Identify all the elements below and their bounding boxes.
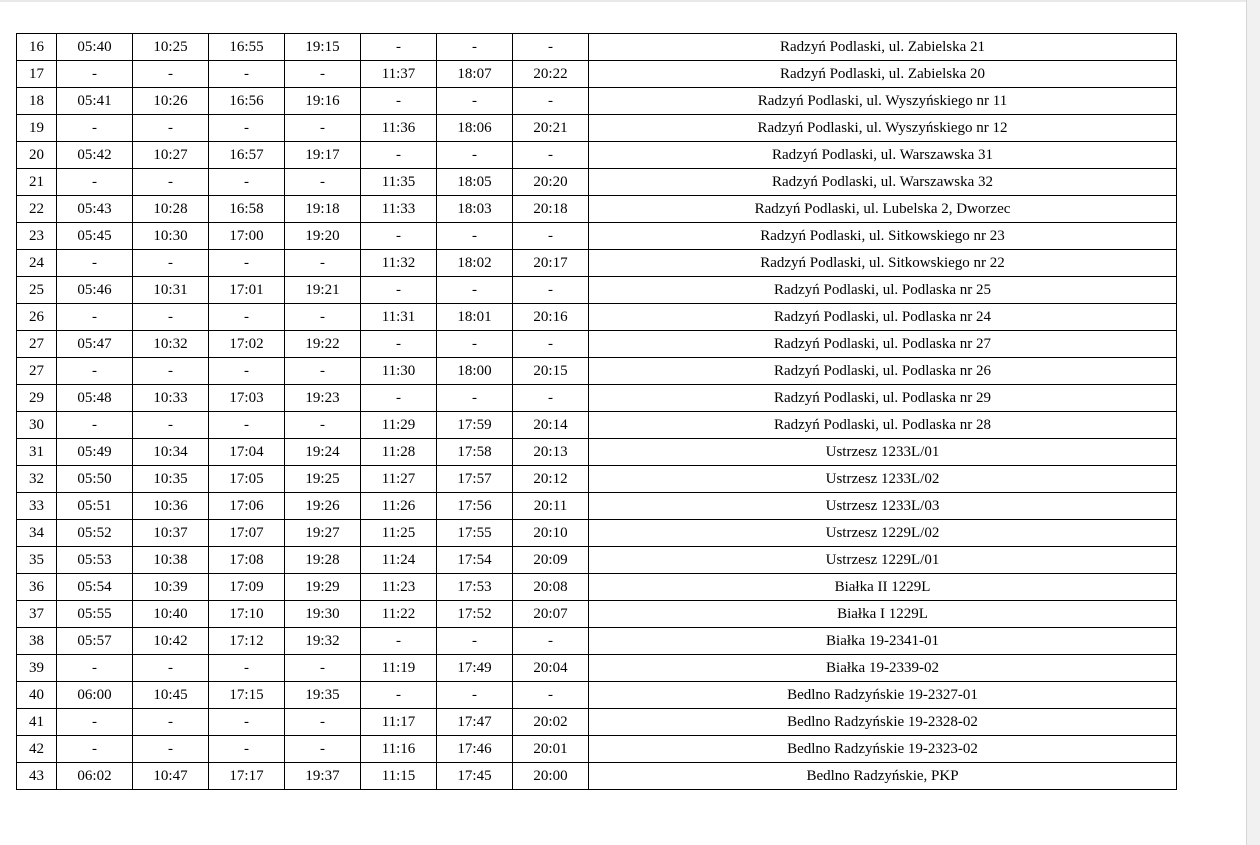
departure-time-cell: 16:56	[209, 88, 285, 115]
departure-time-cell: 17:17	[209, 763, 285, 790]
table-row	[17, 61, 1177, 88]
departure-time-cell: -	[285, 358, 361, 385]
departure-time-cell: 17:01	[209, 277, 285, 304]
stop-name-cell: Radzyń Podlaski, ul. Lubelska 2, Dworzec	[589, 196, 1177, 223]
table-row	[17, 250, 1177, 277]
table-row	[17, 574, 1177, 601]
departure-time-cell: 20:02	[513, 709, 589, 736]
table-row	[17, 385, 1177, 412]
departure-time-cell: -	[133, 709, 209, 736]
departure-time-cell: -	[361, 385, 437, 412]
scrollbar[interactable]	[1246, 0, 1260, 845]
departure-time-cell: 17:07	[209, 520, 285, 547]
departure-time-cell: 20:11	[513, 493, 589, 520]
table-row	[17, 358, 1177, 385]
departure-time-cell: 10:31	[133, 277, 209, 304]
departure-time-cell: 17:15	[209, 682, 285, 709]
stop-number-cell: 41	[17, 709, 57, 736]
departure-time-cell: -	[209, 358, 285, 385]
stop-name-cell: Białka 19-2341-01	[589, 628, 1177, 655]
table-row	[17, 520, 1177, 547]
departure-time-cell: 05:50	[57, 466, 133, 493]
departure-time-cell: -	[57, 412, 133, 439]
stop-number-cell: 27	[17, 331, 57, 358]
departure-time-cell: 19:26	[285, 493, 361, 520]
stop-name-cell: Ustrzesz 1233L/02	[589, 466, 1177, 493]
stop-name-cell: Ustrzesz 1233L/01	[589, 439, 1177, 466]
departure-time-cell: 05:55	[57, 601, 133, 628]
table-row	[17, 763, 1177, 790]
stop-name-cell: Białka 19-2339-02	[589, 655, 1177, 682]
stop-number-cell: 33	[17, 493, 57, 520]
departure-time-cell: 20:18	[513, 196, 589, 223]
departure-time-cell: 19:20	[285, 223, 361, 250]
departure-time-cell: -	[361, 34, 437, 61]
departure-time-cell: 11:29	[361, 412, 437, 439]
departure-time-cell: 17:05	[209, 466, 285, 493]
departure-time-cell: 20:16	[513, 304, 589, 331]
departure-time-cell: 10:35	[133, 466, 209, 493]
departure-time-cell: 11:15	[361, 763, 437, 790]
departure-time-cell: 19:25	[285, 466, 361, 493]
departure-time-cell: 17:12	[209, 628, 285, 655]
stop-name-cell: Radzyń Podlaski, ul. Podlaska nr 25	[589, 277, 1177, 304]
departure-time-cell: -	[437, 34, 513, 61]
departure-time-cell: -	[133, 412, 209, 439]
departure-time-cell: 10:40	[133, 601, 209, 628]
table-row	[17, 709, 1177, 736]
departure-time-cell: 20:10	[513, 520, 589, 547]
departure-time-cell: 17:49	[437, 655, 513, 682]
departure-time-cell: 19:22	[285, 331, 361, 358]
stop-number-cell: 24	[17, 250, 57, 277]
departure-time-cell: -	[133, 61, 209, 88]
departure-time-cell: -	[361, 682, 437, 709]
stop-number-cell: 16	[17, 34, 57, 61]
departure-time-cell: 10:45	[133, 682, 209, 709]
departure-time-cell: 17:09	[209, 574, 285, 601]
stop-name-cell: Ustrzesz 1229L/02	[589, 520, 1177, 547]
departure-time-cell: 18:02	[437, 250, 513, 277]
departure-time-cell: -	[361, 88, 437, 115]
departure-time-cell: 17:58	[437, 439, 513, 466]
stop-name-cell: Radzyń Podlaski, ul. Wyszyńskiego nr 11	[589, 88, 1177, 115]
stop-number-cell: 34	[17, 520, 57, 547]
departure-time-cell: 20:09	[513, 547, 589, 574]
departure-time-cell: 11:36	[361, 115, 437, 142]
departure-time-cell: 19:21	[285, 277, 361, 304]
departure-time-cell: 20:00	[513, 763, 589, 790]
departure-time-cell: -	[513, 682, 589, 709]
departure-time-cell: 11:16	[361, 736, 437, 763]
stop-name-cell: Radzyń Podlaski, ul. Podlaska nr 27	[589, 331, 1177, 358]
departure-time-cell: 20:20	[513, 169, 589, 196]
departure-time-cell: -	[285, 709, 361, 736]
departure-time-cell: 05:51	[57, 493, 133, 520]
stop-name-cell: Białka II 1229L	[589, 574, 1177, 601]
departure-time-cell: -	[437, 628, 513, 655]
departure-time-cell: 19:30	[285, 601, 361, 628]
departure-time-cell: 17:55	[437, 520, 513, 547]
departure-time-cell: 05:47	[57, 331, 133, 358]
departure-time-cell: 19:17	[285, 142, 361, 169]
departure-time-cell: 20:08	[513, 574, 589, 601]
departure-time-cell: -	[361, 277, 437, 304]
stop-name-cell: Bedlno Radzyńskie 19-2327-01	[589, 682, 1177, 709]
stop-name-cell: Białka I 1229L	[589, 601, 1177, 628]
departure-time-cell: -	[361, 142, 437, 169]
departure-time-cell: 17:08	[209, 547, 285, 574]
departure-time-cell: 11:17	[361, 709, 437, 736]
departure-time-cell: 19:23	[285, 385, 361, 412]
departure-time-cell: -	[57, 655, 133, 682]
stop-number-cell: 17	[17, 61, 57, 88]
departure-time-cell: 10:32	[133, 331, 209, 358]
departure-time-cell: 20:14	[513, 412, 589, 439]
departure-time-cell: 10:26	[133, 88, 209, 115]
departure-time-cell: 20:13	[513, 439, 589, 466]
stop-name-cell: Radzyń Podlaski, ul. Warszawska 31	[589, 142, 1177, 169]
stop-number-cell: 27	[17, 358, 57, 385]
departure-time-cell: -	[285, 655, 361, 682]
table-row	[17, 601, 1177, 628]
departure-time-cell: 05:57	[57, 628, 133, 655]
departure-time-cell: 10:38	[133, 547, 209, 574]
stop-number-cell: 35	[17, 547, 57, 574]
stop-name-cell: Radzyń Podlaski, ul. Sitkowskiego nr 23	[589, 223, 1177, 250]
departure-time-cell: 05:49	[57, 439, 133, 466]
departure-time-cell: 11:27	[361, 466, 437, 493]
departure-time-cell: 11:28	[361, 439, 437, 466]
departure-time-cell: -	[361, 223, 437, 250]
departure-time-cell: 10:39	[133, 574, 209, 601]
table-row	[17, 682, 1177, 709]
departure-time-cell: -	[285, 115, 361, 142]
departure-time-cell: 17:45	[437, 763, 513, 790]
departure-time-cell: 10:42	[133, 628, 209, 655]
departure-time-cell: 11:25	[361, 520, 437, 547]
departure-time-cell: 17:00	[209, 223, 285, 250]
departure-time-cell: -	[285, 250, 361, 277]
stop-name-cell: Radzyń Podlaski, ul. Zabielska 21	[589, 34, 1177, 61]
departure-time-cell: -	[209, 736, 285, 763]
departure-time-cell: -	[209, 304, 285, 331]
departure-time-cell: 19:24	[285, 439, 361, 466]
departure-time-cell: -	[57, 736, 133, 763]
departure-time-cell: 17:59	[437, 412, 513, 439]
departure-time-cell: 11:37	[361, 61, 437, 88]
departure-time-cell: 10:36	[133, 493, 209, 520]
departure-time-cell: 19:32	[285, 628, 361, 655]
departure-time-cell: -	[513, 331, 589, 358]
departure-time-cell: 10:34	[133, 439, 209, 466]
stop-name-cell: Bedlno Radzyńskie 19-2328-02	[589, 709, 1177, 736]
departure-time-cell: 10:27	[133, 142, 209, 169]
departure-time-cell: 05:53	[57, 547, 133, 574]
stop-number-cell: 18	[17, 88, 57, 115]
departure-time-cell: -	[209, 250, 285, 277]
departure-time-cell: 10:25	[133, 34, 209, 61]
departure-time-cell: 11:35	[361, 169, 437, 196]
table-row	[17, 142, 1177, 169]
departure-time-cell: 11:32	[361, 250, 437, 277]
table-row	[17, 628, 1177, 655]
departure-time-cell: -	[513, 142, 589, 169]
departure-time-cell: -	[209, 115, 285, 142]
stop-number-cell: 37	[17, 601, 57, 628]
departure-time-cell: 17:54	[437, 547, 513, 574]
departure-time-cell: 16:55	[209, 34, 285, 61]
table-row	[17, 736, 1177, 763]
departure-time-cell: -	[57, 250, 133, 277]
departure-time-cell: 05:48	[57, 385, 133, 412]
departure-time-cell: 19:15	[285, 34, 361, 61]
departure-time-cell: -	[437, 385, 513, 412]
departure-time-cell: -	[513, 628, 589, 655]
table-row	[17, 655, 1177, 682]
departure-time-cell: -	[57, 61, 133, 88]
departure-time-cell: 20:04	[513, 655, 589, 682]
departure-time-cell: 20:01	[513, 736, 589, 763]
departure-time-cell: -	[285, 61, 361, 88]
departure-time-cell: -	[437, 88, 513, 115]
stop-number-cell: 36	[17, 574, 57, 601]
departure-time-cell: -	[209, 412, 285, 439]
departure-time-cell: 17:46	[437, 736, 513, 763]
departure-time-cell: 18:03	[437, 196, 513, 223]
departure-time-cell: 20:17	[513, 250, 589, 277]
departure-time-cell: 17:57	[437, 466, 513, 493]
departure-time-cell: 17:53	[437, 574, 513, 601]
departure-time-cell: -	[57, 709, 133, 736]
departure-time-cell: -	[361, 628, 437, 655]
departure-time-cell: 20:12	[513, 466, 589, 493]
stop-number-cell: 38	[17, 628, 57, 655]
table-row	[17, 493, 1177, 520]
departure-time-cell: -	[133, 358, 209, 385]
stop-name-cell: Radzyń Podlaski, ul. Podlaska nr 29	[589, 385, 1177, 412]
departure-time-cell: 19:28	[285, 547, 361, 574]
departure-time-cell: 16:58	[209, 196, 285, 223]
stop-number-cell: 30	[17, 412, 57, 439]
departure-time-cell: -	[437, 223, 513, 250]
departure-time-cell: 19:29	[285, 574, 361, 601]
stop-name-cell: Radzyń Podlaski, ul. Podlaska nr 24	[589, 304, 1177, 331]
departure-time-cell: 17:04	[209, 439, 285, 466]
departure-time-cell: 17:47	[437, 709, 513, 736]
stop-name-cell: Bedlno Radzyńskie, PKP	[589, 763, 1177, 790]
departure-time-cell: -	[133, 736, 209, 763]
departure-time-cell: 05:43	[57, 196, 133, 223]
departure-time-cell: 16:57	[209, 142, 285, 169]
stop-name-cell: Radzyń Podlaski, ul. Podlaska nr 26	[589, 358, 1177, 385]
departure-time-cell: 19:35	[285, 682, 361, 709]
table-row	[17, 115, 1177, 142]
departure-time-cell: -	[513, 223, 589, 250]
table-row	[17, 223, 1177, 250]
stop-number-cell: 19	[17, 115, 57, 142]
departure-time-cell: 11:22	[361, 601, 437, 628]
departure-time-cell: -	[285, 412, 361, 439]
stop-number-cell: 21	[17, 169, 57, 196]
departure-time-cell: -	[361, 331, 437, 358]
departure-time-cell: -	[57, 115, 133, 142]
departure-time-cell: 17:03	[209, 385, 285, 412]
stop-name-cell: Radzyń Podlaski, ul. Warszawska 32	[589, 169, 1177, 196]
departure-time-cell: 05:52	[57, 520, 133, 547]
departure-time-cell: -	[133, 169, 209, 196]
departure-time-cell: 19:37	[285, 763, 361, 790]
departure-time-cell: -	[437, 142, 513, 169]
departure-time-cell: -	[285, 169, 361, 196]
stop-number-cell: 23	[17, 223, 57, 250]
stop-number-cell: 22	[17, 196, 57, 223]
stop-name-cell: Radzyń Podlaski, ul. Sitkowskiego nr 22	[589, 250, 1177, 277]
departure-time-cell: 17:06	[209, 493, 285, 520]
departure-time-cell: 11:23	[361, 574, 437, 601]
departure-time-cell: 17:10	[209, 601, 285, 628]
departure-time-cell: -	[209, 709, 285, 736]
departure-time-cell: 19:27	[285, 520, 361, 547]
table-row	[17, 277, 1177, 304]
departure-time-cell: -	[513, 277, 589, 304]
stop-name-cell: Ustrzesz 1229L/01	[589, 547, 1177, 574]
departure-time-cell: 05:46	[57, 277, 133, 304]
departure-time-cell: -	[57, 358, 133, 385]
departure-time-cell: 11:31	[361, 304, 437, 331]
departure-time-cell: -	[437, 277, 513, 304]
departure-time-cell: 05:54	[57, 574, 133, 601]
departure-time-cell: -	[209, 655, 285, 682]
stop-number-cell: 26	[17, 304, 57, 331]
table-row	[17, 304, 1177, 331]
table-row	[17, 331, 1177, 358]
stop-number-cell: 42	[17, 736, 57, 763]
departure-time-cell: 05:41	[57, 88, 133, 115]
stop-number-cell: 31	[17, 439, 57, 466]
stop-name-cell: Bedlno Radzyńskie 19-2323-02	[589, 736, 1177, 763]
departure-time-cell: 20:22	[513, 61, 589, 88]
stop-number-cell: 40	[17, 682, 57, 709]
departure-time-cell: 17:56	[437, 493, 513, 520]
departure-time-cell: 10:37	[133, 520, 209, 547]
departure-time-cell: 05:40	[57, 34, 133, 61]
stop-number-cell: 29	[17, 385, 57, 412]
departure-time-cell: 11:24	[361, 547, 437, 574]
table-row	[17, 547, 1177, 574]
departure-time-cell: 20:21	[513, 115, 589, 142]
departure-time-cell: 17:52	[437, 601, 513, 628]
departure-time-cell: -	[209, 61, 285, 88]
departure-time-cell: -	[285, 304, 361, 331]
departure-time-cell: 19:16	[285, 88, 361, 115]
departure-time-cell: -	[513, 385, 589, 412]
departure-time-cell: -	[209, 169, 285, 196]
table-row	[17, 169, 1177, 196]
stop-number-cell: 32	[17, 466, 57, 493]
stop-name-cell: Radzyń Podlaski, ul. Zabielska 20	[589, 61, 1177, 88]
departure-time-cell: 20:15	[513, 358, 589, 385]
departure-time-cell: -	[133, 655, 209, 682]
stop-name-cell: Ustrzesz 1233L/03	[589, 493, 1177, 520]
departure-time-cell: -	[513, 88, 589, 115]
departure-time-cell: -	[57, 169, 133, 196]
departure-time-cell: 18:00	[437, 358, 513, 385]
table-row	[17, 466, 1177, 493]
departure-time-cell: 18:06	[437, 115, 513, 142]
stop-number-cell: 43	[17, 763, 57, 790]
table-row	[17, 196, 1177, 223]
table-row	[17, 412, 1177, 439]
departure-time-cell: 10:28	[133, 196, 209, 223]
departure-time-cell: 11:26	[361, 493, 437, 520]
departure-time-cell: -	[133, 304, 209, 331]
stop-number-cell: 25	[17, 277, 57, 304]
table-row	[17, 439, 1177, 466]
departure-time-cell: 06:02	[57, 763, 133, 790]
departure-time-cell: -	[285, 736, 361, 763]
departure-time-cell: 10:47	[133, 763, 209, 790]
timetable	[16, 33, 1177, 790]
stop-number-cell: 20	[17, 142, 57, 169]
departure-time-cell: -	[513, 34, 589, 61]
departure-time-cell: 18:07	[437, 61, 513, 88]
departure-time-cell: 06:00	[57, 682, 133, 709]
departure-time-cell: -	[133, 115, 209, 142]
departure-time-cell: -	[57, 304, 133, 331]
departure-time-cell: 20:07	[513, 601, 589, 628]
page-top-edge	[0, 0, 1260, 2]
departure-time-cell: 10:30	[133, 223, 209, 250]
departure-time-cell: 19:18	[285, 196, 361, 223]
departure-time-cell: -	[437, 331, 513, 358]
stop-name-cell: Radzyń Podlaski, ul. Wyszyńskiego nr 12	[589, 115, 1177, 142]
stop-name-cell: Radzyń Podlaski, ul. Podlaska nr 28	[589, 412, 1177, 439]
timetable-body	[17, 34, 1177, 790]
table-row	[17, 88, 1177, 115]
departure-time-cell: 11:33	[361, 196, 437, 223]
departure-time-cell: 17:02	[209, 331, 285, 358]
table-row	[17, 34, 1177, 61]
departure-time-cell: 11:30	[361, 358, 437, 385]
stop-number-cell: 39	[17, 655, 57, 682]
departure-time-cell: 18:01	[437, 304, 513, 331]
departure-time-cell: 11:19	[361, 655, 437, 682]
departure-time-cell: 05:45	[57, 223, 133, 250]
departure-time-cell: -	[133, 250, 209, 277]
departure-time-cell: -	[437, 682, 513, 709]
departure-time-cell: 18:05	[437, 169, 513, 196]
departure-time-cell: 10:33	[133, 385, 209, 412]
departure-time-cell: 05:42	[57, 142, 133, 169]
